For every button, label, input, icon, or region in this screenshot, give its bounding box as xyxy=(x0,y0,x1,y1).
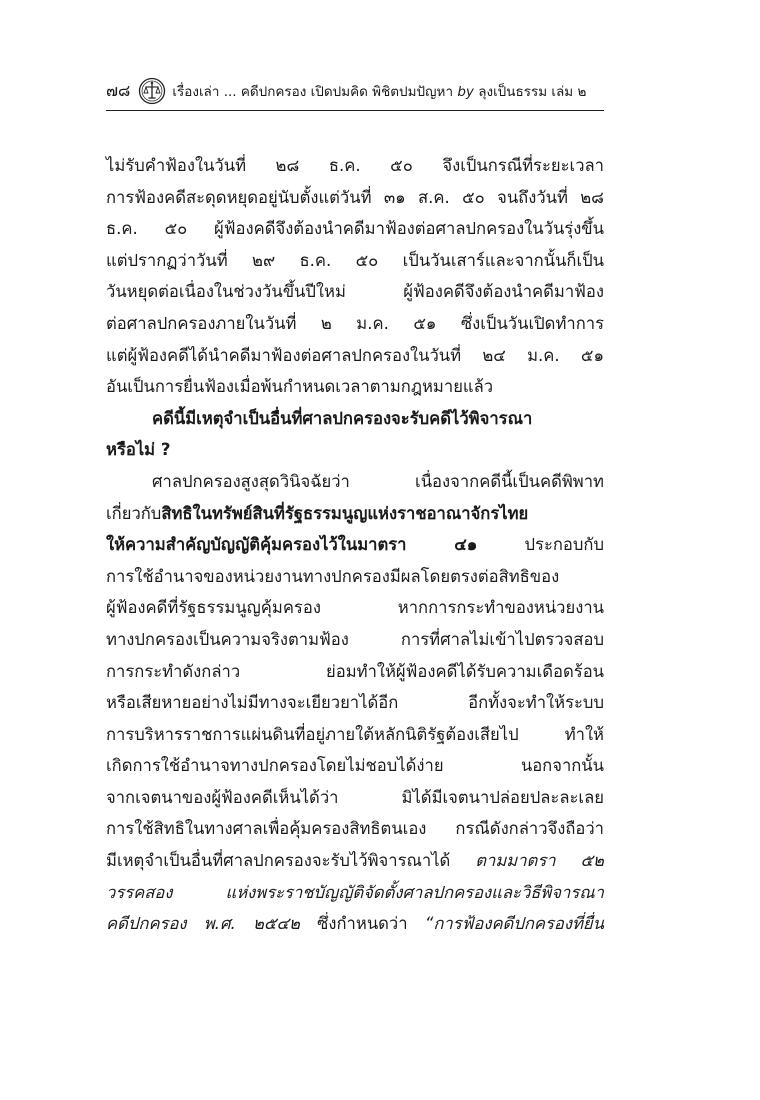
text-line: การฟ้องคดีสะดุดหยุดอยู่นับตั้งแต่วันที่ ๓๑ ส.ค. ๕๐ จนถึงวันที่ ๒๘ xyxy=(106,187,604,207)
running-header xyxy=(106,74,604,108)
text-line: คดีปกครอง พ.ศ. ๒๕๔๒ ซึ่งกำหนดว่า “การฟ้องคดีปกครองที่ยื่น xyxy=(106,914,604,934)
text-line: การใช้สิทธิในทางศาลเพื่อคุ้มครองสิทธิตนเอง กรณีดังกล่าวจึงถือว่า xyxy=(106,819,604,839)
text-line: ผู้ฟ้องคดีที่รัฐธรรมนูญคุ้มครอง หากการกระทำของหน่วยงาน xyxy=(106,598,604,618)
text-line: หรือเสียหายอย่างไม่มีทางจะเยียวยาได้อีก อีกทั้งจะทำให้ระบบ xyxy=(106,693,604,713)
text-line: การบริหารราชการแผ่นดินที่อยู่ภายใต้หลักนิติรัฐต้องเสียไป ทำให้ xyxy=(106,724,604,744)
question-heading-end: หรือไม่ ? xyxy=(106,440,171,460)
header-divider xyxy=(106,110,604,111)
text-line: ทางปกครองเป็นความจริงตามฟ้อง การที่ศาลไม่เข้าไปตรวจสอบ xyxy=(106,629,604,649)
text-line: วรรคสอง แห่งพระราชบัญญัติจัดตั้งศาลปกครองและวิธีพิจารณา xyxy=(106,882,604,902)
scales-of-justice-emblem-icon xyxy=(138,77,166,105)
text-line: การกระทำดังกล่าว ย่อมทำให้ผู้ฟ้องคดีได้รับความเดือดร้อน xyxy=(106,661,604,681)
text-line: ไม่รับคำฟ้องในวันที่ ๒๘ ธ.ค. ๕๐ จึงเป็นกรณีที่ระยะเวลา xyxy=(106,156,604,175)
text-line: ต่อศาลปกครองภายในวันที่ ๒ ม.ค. ๕๑ ซึ่งเป็นวันเปิดทำการ xyxy=(106,313,604,333)
text-line: วันหยุดต่อเนื่องในช่วงวันขึ้นปีใหม่ ผู้ฟ้องคดีจึงต้องนำคดีมาฟ้อง xyxy=(106,282,604,302)
text-line: การใช้อำนาจของหน่วยงานทางปกครองมีผลโดยตรงต่อสิทธิของ xyxy=(106,566,560,586)
body-text xyxy=(106,150,604,940)
text-line: แต่ปรากฏว่าวันที่ ๒๙ ธ.ค. ๕๐ เป็นวันเสาร์และจากนั้นก็เป็น xyxy=(106,250,604,270)
text-line: เกิดการใช้อำนาจทางปกครองโดยไม่ชอบได้ง่าย นอกจากนั้น xyxy=(106,756,604,776)
question-heading: คดีนี้มีเหตุจำเป็นอื่นที่ศาลปกครองจะรับคดีไว้พิจารณา xyxy=(152,408,533,428)
text-line: ธ.ค. ๕๐ ผู้ฟ้องคดีจึงต้องนำคดีมาฟ้องต่อศาลปกครองในวันรุ่งขึ้น xyxy=(106,219,604,239)
text-line: ศาลปกครองสูงสุดวินิจฉัยว่า เนื่องจากคดีนี้เป็นคดีพิพาท xyxy=(152,471,604,491)
text-line: จากเจตนาของผู้ฟ้องคดีเห็นได้ว่า มิได้มีเจตนาปล่อยปละละเลย xyxy=(106,787,604,807)
text-line: ให้ความสำคัญบัญญัติคุ้มครองไว้ในมาตรา ๔๑ ประกอบกับ xyxy=(106,535,604,555)
text-line: มีเหตุจำเป็นอื่นที่ศาลปกครองจะรับไว้พิจารณาได้ ตามมาตรา ๕๒ xyxy=(106,851,604,871)
text-line: เกี่ยวกับสิทธิในทรัพย์สินที่รัฐธรรมนูญแห่งราชอาณาจักรไทย xyxy=(106,503,529,523)
text-line: แต่ผู้ฟ้องคดีได้นำคดีมาฟ้องต่อศาลปกครองในวันที่ ๒๔ ม.ค. ๕๑ xyxy=(106,345,604,365)
page-number: ๗๘ xyxy=(106,80,131,100)
text-line: อันเป็นการยื่นฟ้องเมื่อพ้นกำหนดเวลาตามกฎหมายแล้ว xyxy=(106,377,494,397)
header-title: เรื่องเล่า ... คดีปกครอง เปิดปมคิด พิชิตปมปัญหา by ลุงเป็นธรรม เล่ม ๒ xyxy=(172,84,587,100)
